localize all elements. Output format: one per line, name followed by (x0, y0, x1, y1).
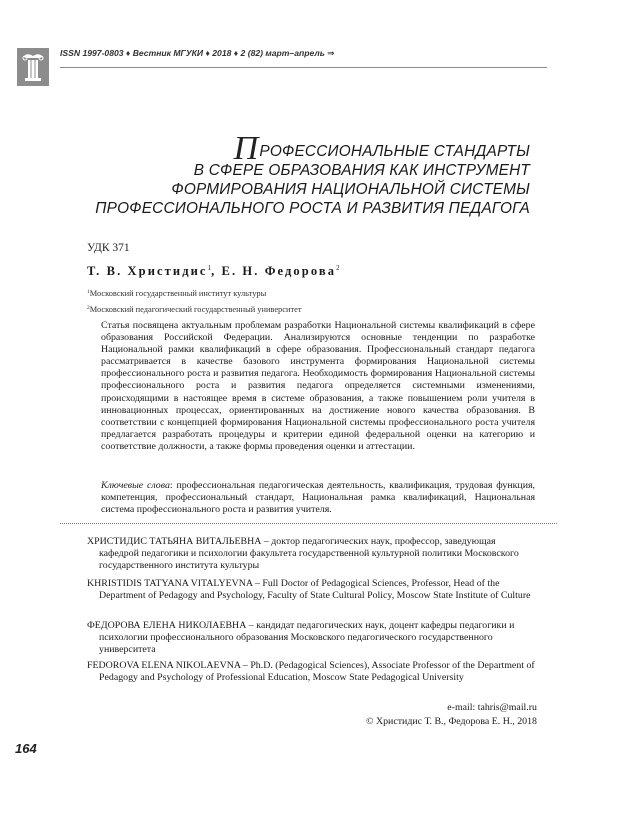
affiliation-2 (87, 305, 301, 314)
title-initial: П (233, 130, 259, 167)
affiliation-2-text: Московский педагогический государственный университет (89, 305, 302, 314)
article-title (70, 130, 530, 218)
contact-email: e-mail: tahris@mail.ru (447, 702, 537, 713)
bio-1-name: ХРИСТИДИС ТАТЬЯНА ВИТАЛЬЕВНА (87, 536, 262, 547)
title-line-1 (70, 130, 530, 167)
journal-header: ISSN 1997-0803 ♦ Вестник МГУКИ ♦ 2018 ♦ 2 (82) март–апрель ⇒ (60, 48, 335, 58)
bio-4-name: FEDOROVA ELENA NIKOLAEVNA (87, 660, 241, 671)
abstract: Статья посвящена актуальным проблемам разработки Национальной системы квалификаций в сфере образования Российской Федерации. Анализируются основные тенденции по разработке Национальной рамки квалификаций в сфере образования. Профессиональный стандарт педагога рассматривается в качестве базового инструмента формирования Национальной системы профессионального роста и развития педагога. Необходимость формирования Национальной системы профессионального роста и развития педагога определяется системными изменениями, происходящими в настоящее время в системе образования, а также повышением роли учителя в инновационных процессах, ориентированных на достижение нового качества образования. В соответствии с концепцией формирования Национальной системы профессионального роста учителя предлагается разработать процедуры и критерии единой федеральной оценки на категорию и соответствие должности, а также формы проведения оценки и аттестации. (101, 320, 535, 452)
bio-3-text: – кандидат педагогических наук, доцент кафедры педагогики и психологии профессионального образования Московского педагогического государственного университета (99, 620, 515, 655)
bio-1 (87, 536, 537, 572)
keywords (101, 480, 535, 516)
bio-2-text: – Full Doctor of Pedagogical Sciences, Professor, Head of the Department of Pedagogy and Psychology, Faculty of State Cultural Policy, Moscow State Institute of Culture (99, 578, 531, 601)
page-number: 164 (15, 741, 37, 756)
bio-4-text: – Ph.D. (Pedagogical Sciences), Associate Professor of the Department of Pedagogy and Psychology of Professional Education, Moscow State Pedagogical University (99, 660, 535, 683)
title-line-1-text: РОФЕССИОНАЛЬНЫЕ СТАНДАРТЫ (259, 143, 530, 160)
author-1: Т. В. Христидис (87, 264, 208, 278)
udk-code: УДК 371 (87, 242, 130, 254)
journal-logo (17, 48, 49, 86)
keywords-label: Ключевые слова (101, 480, 170, 491)
affiliation-1-sup: 1 (87, 289, 90, 295)
authors (87, 264, 340, 279)
bio-3-name: ФЕДОРОВА ЕЛЕНА НИКОЛАЕВНА (87, 620, 247, 631)
section-divider (60, 523, 557, 524)
bio-3 (87, 620, 537, 656)
bio-2 (87, 578, 537, 602)
title-line-3: ФОРМИРОВАНИЯ НАЦИОНАЛЬНОЙ СИСТЕМЫ (171, 181, 530, 198)
keywords-text: : профессиональная педагогическая деятельность, квалификация, трудовая функция, компетенция, профессиональный стандарт, Национальная рамка квалификаций, Национальная система профессионального роста и развития учителя. (101, 480, 535, 516)
affiliation-1-text: Московский государственный институт культуры (89, 289, 267, 298)
header-divider (60, 67, 547, 68)
copyright-line: © Христидис Т. В., Федорова Е. Н., 2018 (366, 716, 537, 727)
title-line-2: В СФЕРЕ ОБРАЗОВАНИЯ КАК ИНСТРУМЕНТ (193, 162, 530, 179)
bio-1-text: – доктор педагогических наук, профессор, заведующая кафедрой педагогики и психологии факультета государственной культурной политики Московского государственного института культуры (99, 536, 519, 571)
author-2: Е. Н. Федорова (221, 264, 337, 278)
author-1-sup: 1 (207, 264, 212, 272)
author-separator: , (211, 264, 222, 278)
author-2-sup: 2 (336, 264, 340, 272)
title-line-4: ПРОФЕССИОНАЛЬНОГО РОСТА И РАЗВИТИЯ ПЕДАГОГА (95, 200, 530, 217)
column-icon (17, 48, 49, 86)
bio-4 (87, 660, 537, 684)
affiliation-1 (87, 289, 266, 298)
affiliation-2-sup: 2 (87, 305, 90, 311)
bio-2-name: KHRISTIDIS TATYANA VITALYEVNA (87, 578, 253, 589)
